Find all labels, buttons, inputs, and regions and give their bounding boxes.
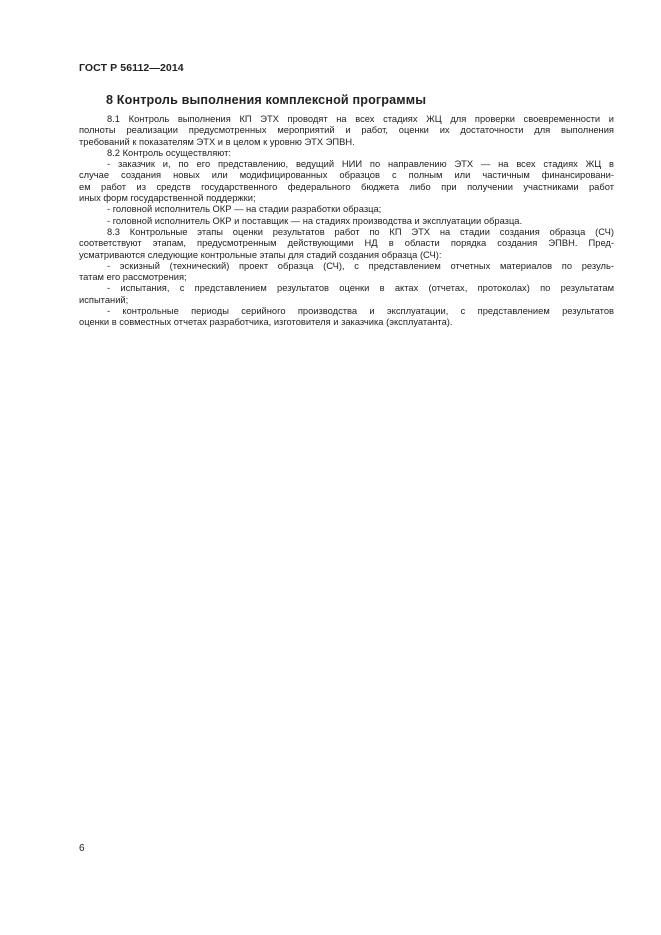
- text-line: полноты реализации предусмотренных мероприятий и работ, оценки их достаточности для выполнения: [79, 125, 614, 136]
- page-number: 6: [79, 843, 85, 854]
- text-line: случае создания новых или модифицированных образцов с полным или частичным финансировани-: [79, 170, 614, 181]
- text-line: 8.3 Контрольные этапы оценки результатов работ по КП ЭТХ на стадии создания образца (СЧ): [107, 226, 614, 237]
- text-line: 8.1 Контроль выполнения КП ЭТХ проводят на всех стадиях ЖЦ для проверки своевременности и: [107, 114, 614, 124]
- text-line: - испытания, с представлением результатов оценки в актах (отчетах, протоколах) по результатам: [107, 283, 614, 294]
- text-line: иных форм государственной поддержки;: [79, 193, 256, 204]
- text-line: - заказчик и, по его представлению, ведущий НИИ по направлению ЭТХ — на всех стадиях ЖЦ в: [107, 159, 614, 170]
- text-line: требований к показателям ЭТХ и в целом к уровню ЭТХ ЭПВН.: [79, 136, 355, 147]
- text-line: - эскизный (технический) проект образца (СЧ), с представлением отчетных материалов по резуль-: [107, 260, 614, 271]
- text-line: - головной исполнитель ОКР — на стадии разработки образца;: [107, 204, 382, 215]
- text-line: усматриваются следующие контрольные этапы для стадий создания образца (СЧ):: [79, 249, 442, 260]
- text-line: татам его рассмотрения;: [79, 272, 187, 283]
- text-line: 8.2 Контроль осуществляют:: [107, 147, 231, 158]
- text-line: соответствуют этапам, предусмотренным действующими НД в области порядка создания ЭПВН. Пред-: [79, 238, 614, 249]
- text-line: - контрольные периоды серийного производства и эксплуатации, с представлением результатов: [107, 306, 614, 317]
- text-line: ем работ из средств государственного федерального бюджета либо при получении участниками работ: [79, 181, 614, 192]
- text-line: испытаний;: [79, 294, 129, 305]
- section-body: [79, 114, 614, 329]
- text-line: - головной исполнитель ОКР и поставщик — на стадиях производства и эксплуатации образца.: [107, 215, 523, 226]
- document-code-header: ГОСТ Р 56112—2014: [79, 62, 184, 74]
- text-line: оценки в совместных отчетах разработчика, изготовителя и заказчика (эксплуатанта).: [79, 317, 453, 328]
- section-title: 8 Контроль выполнения комплексной программы: [106, 93, 427, 107]
